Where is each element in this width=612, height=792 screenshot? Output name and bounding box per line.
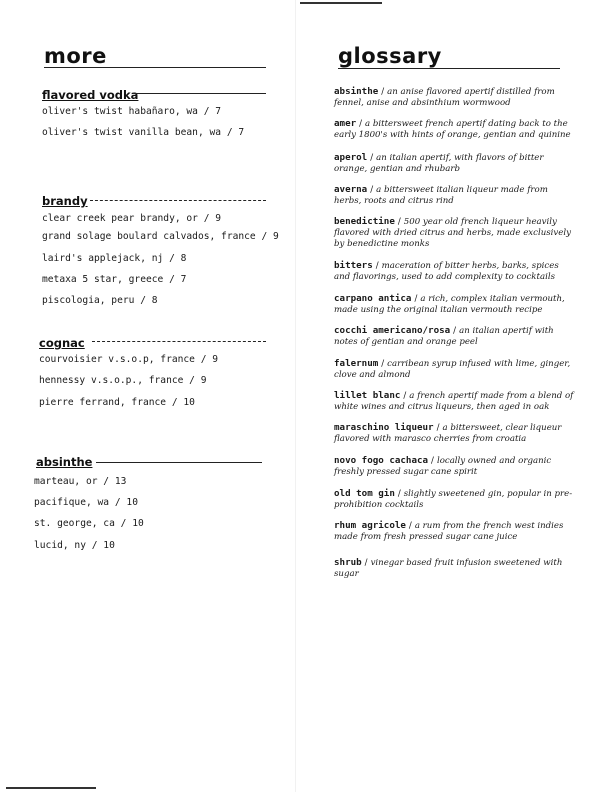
glossary-definition: a bittersweet italian liqueur made from herbs, roots and citrus rind bbox=[334, 185, 548, 207]
section-rule bbox=[134, 93, 266, 94]
glossary-entry bbox=[334, 325, 574, 348]
glossary-term: lillet blanc bbox=[334, 390, 401, 401]
glossary-term: amer bbox=[334, 118, 357, 129]
page-fold bbox=[295, 0, 296, 792]
glossary-title-rule bbox=[338, 68, 560, 69]
glossary-separator: / bbox=[453, 326, 457, 336]
glossary-entry bbox=[334, 260, 574, 283]
section-rule bbox=[90, 200, 266, 201]
glossary-definition: locally owned and organic freshly pressed sugar cane spirit bbox=[334, 456, 552, 478]
glossary-separator: / bbox=[414, 294, 418, 304]
menu-item: marteau, or / 13 bbox=[34, 476, 127, 487]
glossary-separator: / bbox=[381, 359, 385, 369]
menu-item: pierre ferrand, france / 10 bbox=[39, 397, 195, 408]
scan-mark-top bbox=[300, 2, 382, 4]
glossary-definition: 500 year old french liqueur heavily flavored with dried citrus and herbs, made exclusively by benedictine monks bbox=[334, 217, 571, 250]
glossary-entry bbox=[334, 422, 574, 445]
section-title: brandy bbox=[42, 194, 88, 208]
menu-item: lucid, ny / 10 bbox=[34, 540, 115, 551]
glossary-entry bbox=[334, 520, 574, 543]
glossary-separator: / bbox=[364, 558, 368, 568]
menu-item: oliver's twist habañaro, wa / 7 bbox=[42, 106, 222, 117]
glossary-separator: / bbox=[403, 391, 407, 401]
glossary-term: rhum agricole bbox=[334, 520, 406, 531]
glossary-term: cocchi americano/rosa bbox=[334, 325, 451, 336]
glossary-separator: / bbox=[397, 217, 401, 227]
glossary-entry bbox=[334, 557, 574, 580]
glossary-definition: a bittersweet french apertif dating back to the early 1800's with hints of orange, gentian and quinine bbox=[334, 119, 571, 141]
menu-item: piscologia, peru / 8 bbox=[42, 295, 158, 306]
section-title: flavored vodka bbox=[42, 88, 139, 102]
menu-item: clear creek pear brandy, or / 9 bbox=[42, 213, 222, 224]
menu-item: hennessy v.s.o.p., france / 9 bbox=[39, 375, 207, 386]
glossary-definition: slightly sweetened gin, popular in pre-prohibition cocktails bbox=[334, 489, 573, 511]
glossary-separator: / bbox=[370, 185, 374, 195]
glossary-entry bbox=[334, 455, 574, 478]
menu-item: metaxa 5 star, greece / 7 bbox=[42, 274, 187, 285]
glossary-separator: / bbox=[436, 423, 440, 433]
more-title: more bbox=[44, 44, 107, 68]
glossary-term: absinthe bbox=[334, 86, 379, 97]
glossary-separator: / bbox=[375, 261, 379, 271]
menu-item: st. george, ca / 10 bbox=[34, 518, 144, 529]
glossary-definition: a french apertif made from a blend of white wines and citrus liqueurs, then aged in oak bbox=[334, 391, 574, 413]
glossary-separator: / bbox=[408, 521, 412, 531]
glossary-definition: an italian apertif, with flavors of bitter orange, gentian and rhubarb bbox=[334, 153, 544, 175]
glossary-term: bitters bbox=[334, 260, 373, 271]
glossary-term: benedictine bbox=[334, 216, 395, 227]
scan-mark-bottom bbox=[6, 787, 96, 789]
glossary-term: novo fogo cachaca bbox=[334, 455, 429, 466]
glossary-title: glossary bbox=[338, 44, 442, 68]
menu-item: laird's applejack, nj / 8 bbox=[42, 253, 187, 264]
glossary-separator: / bbox=[397, 489, 401, 499]
section-rule bbox=[96, 462, 262, 463]
more-title-rule bbox=[44, 67, 266, 68]
glossary-term: shrub bbox=[334, 557, 362, 568]
glossary-definition: an italian apertif with notes of gentian and orange peel bbox=[334, 326, 554, 348]
glossary-term: old tom gin bbox=[334, 488, 395, 499]
glossary-definition: carribean syrup infused with lime, ginger, clove and almond bbox=[334, 359, 571, 381]
section-rule bbox=[92, 341, 266, 342]
glossary-separator: / bbox=[359, 119, 363, 129]
glossary-definition: an anise flavored apertif distilled from fennel, anise and absinthium wormwood bbox=[334, 87, 555, 109]
glossary-term: averna bbox=[334, 184, 368, 195]
glossary-entry bbox=[334, 390, 574, 413]
menu-item: oliver's twist vanilla bean, wa / 7 bbox=[42, 127, 245, 138]
glossary-definition: maceration of bitter herbs, barks, spices and flavorings, used to add complexity to cocktails bbox=[334, 261, 559, 283]
glossary-entry bbox=[334, 488, 574, 511]
glossary-term: maraschino liqueur bbox=[334, 422, 434, 433]
glossary-definition: vinegar based fruit infusion sweetened with sugar bbox=[334, 558, 563, 580]
section-title: cognac bbox=[39, 336, 85, 350]
glossary-definition: a bittersweet, clear liqueur flavored with marasco cherries from croatia bbox=[334, 423, 562, 445]
menu-item: grand solage boulard calvados, france / 9 bbox=[42, 231, 279, 242]
glossary-definition: a rich, complex italian vermouth, made using the original italian vermouth recipe bbox=[334, 294, 565, 316]
glossary-term: carpano antica bbox=[334, 293, 412, 304]
glossary-entry bbox=[334, 86, 574, 109]
glossary-entry bbox=[334, 152, 574, 175]
glossary-separator: / bbox=[370, 153, 374, 163]
menu-item: courvoisier v.s.o.p, france / 9 bbox=[39, 354, 219, 365]
glossary-term: aperol bbox=[334, 152, 368, 163]
menu-item: pacifique, wa / 10 bbox=[34, 497, 138, 508]
glossary-entry bbox=[334, 184, 574, 207]
glossary-term: falernum bbox=[334, 358, 379, 369]
glossary-entry bbox=[334, 293, 574, 316]
section-title: absinthe bbox=[36, 455, 93, 469]
glossary-definition: a rum from the french west indies made from fresh pressed sugar cane juice bbox=[334, 521, 564, 543]
glossary-separator: / bbox=[381, 87, 385, 97]
glossary-separator: / bbox=[431, 456, 434, 466]
glossary-entry bbox=[334, 216, 574, 251]
glossary-entry bbox=[334, 118, 574, 141]
glossary-entry bbox=[334, 358, 574, 381]
